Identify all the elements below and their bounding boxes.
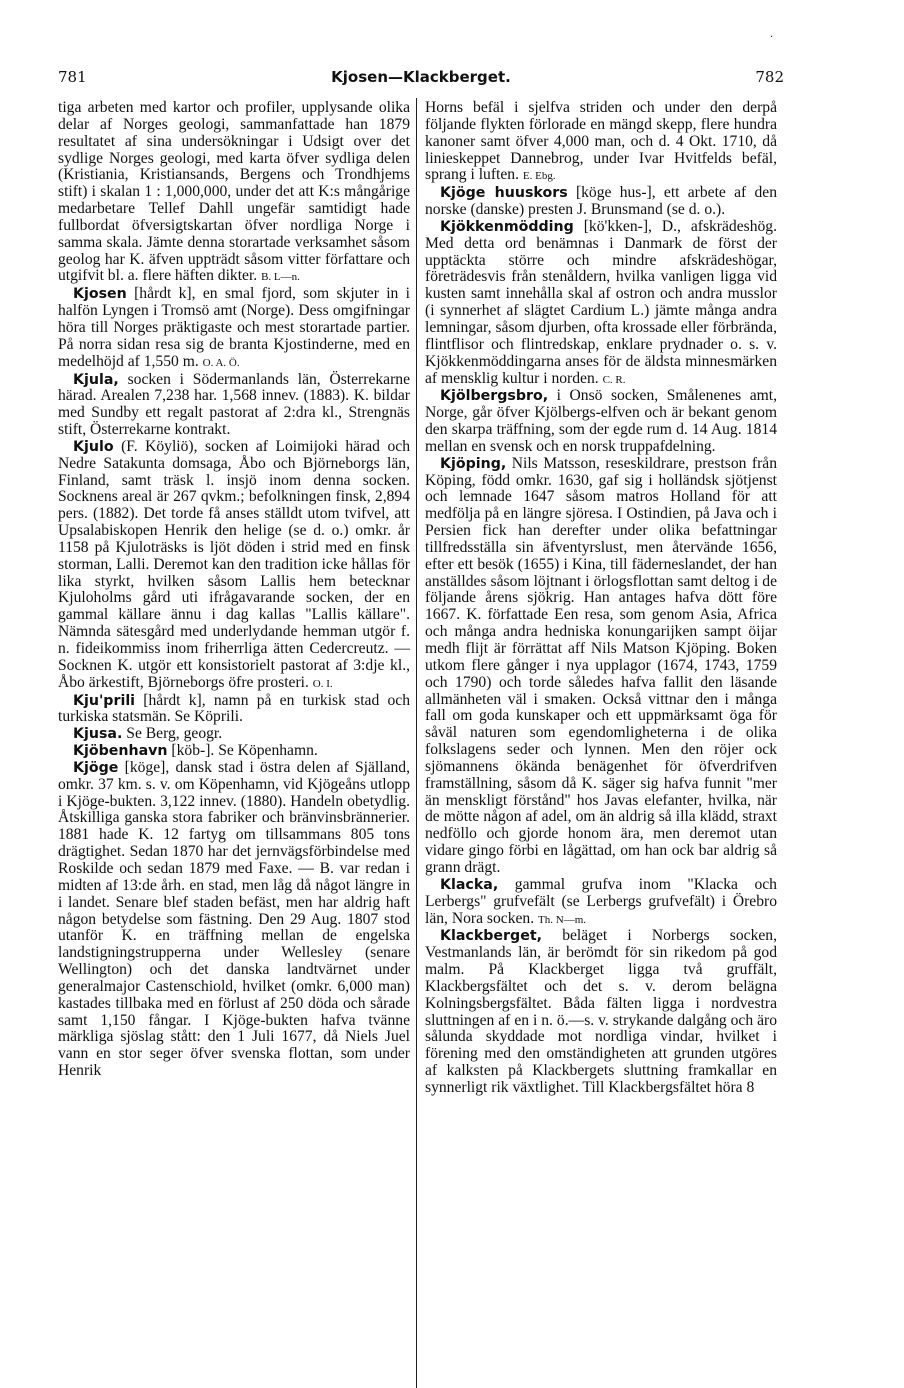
entry-klackberget: Klackberget, beläget i Norbergs socken, Vestmanlands län, är berömdt för sin rikedom på god malm. På Klackberget ligga två gruffält, Klackbergsfältet och det s. v. derom belägna Kolningsbergsfältet. Båda fälten ligga i nordvestra sluttningen af en i n. ö.—s. v. strykande dalgång och äro sålunda skyddade mot nordliga vindar, hvilket i förening med den omständigheten att grunden utgöres af kalksten på Klackbergets sluttning framkallar en synnerligt rik växtlighet. Till Klackbergsfältet höra 8 (425, 927, 777, 1096)
author-signature: B. L—n. (261, 271, 300, 284)
entry-kjula: Kjula, socken i Södermanlands län, Österrekarne härad. Arealen 7,238 har. 1,568 innev. (1883). K. bildar med Sundby ett regalt pastorat af 2:dra kl., Strengnäs stift, Österrekarne kontrakt. (58, 370, 410, 439)
entry-kjolbergsbro: Kjölbergsbro, i Onsö socken, Smålenenes amt, Norge, går öfver Kjölbergs-elfven och är bekant genom den skarpa träffning, som der egde rum d. 14 Aug. 1814 mellan en svensk och en norsk truppafdelning. (425, 387, 777, 455)
author-signature: C. R. (602, 373, 626, 386)
entry-kjuprili: Kju'prili [hårdt k], namn på en turkisk stad och turkiska statsmän. Se Köprili. (58, 691, 410, 726)
entry-klacka: Klacka, gammal grufva inom "Klacka och Lerbergs" grufvefält (se Lerbergs grufvefält) i Örebro län, Nora socken. Th. N—m. (425, 875, 777, 927)
entry-continuation: Horns befäl i sjelfva striden och under den derpå följande flykten förlorade en mängd skepp, flere hundra kanoner samt öfver 4,000 man, och d. 4 Okt. 1710, då linieskeppet Dannebrog, under Ivar Hvitfelds befäl, sprang i luften. E. Ebg. (425, 99, 777, 184)
headword: Kjosen (73, 286, 127, 303)
entry-kjoge: Kjöge [köge], dansk stad i östra delen af Själland, omkr. 37 km. s. v. om Köpenhamn, vid Kjögeåns utlopp i Kjöge-bukten. 3,122 innev. (1880). Handeln obetydlig. Åtskilliga ganska stora fabriker och bränvinsbrännerier. 1881 hade K. 12 fartyg om tillsammans 805 tons drägtighet. Sedan 1870 har det jernvägsförbindelse med Roskilde och sedan 1879 med Faxe. — B. var redan i midten af 13:de årh. en stad, men låg då något längre in i landet. Senare blef staden befäst, men har aldrig haft någon betydelse som fästning. Den 29 Aug. 1807 stod utanför K. en träffning mellan de engelska landstigningstrupperna under Wellesley (senare Wellington) och det danska landtvärnet under generalmajor Castenschiold, hvilket (omkr. 6,000 man) kastades tillbaka med en förlust af 250 döda och sårade samt 1,150 fångar. I Kjöge-bukten hafva tvänne märkliga sjöslag stått: den 1 Juli 1677, då Niels Juel vann en stor seger öfver svenska flottan, som under Henrik (58, 758, 410, 1080)
headword: Kjöping, (440, 455, 507, 472)
entry-continuation: tiga arbeten med kartor och profiler, upplysande olika delar af Norges geologi, sammanfattade han 1879 resultatet af sina undersökningar i Udsigt over det sydlige Norges geologi, med karta öfver sydliga delen (Kristiania, Kristiansands, Bergens och Trondhjems stift) i skalan 1 : 1,000,000, under det att K:s mångårige medarbetare Tellef Dahll ungefär samtidigt hade fullbordat öfversigtskartan öfver nordliga Norge i samma skala. Jämte denna storartade verksamhet såsom geolog har K. äfven uppträdt såsom vitter författare och utgifvit bl. a. flere häften dikter. B. L—n. (58, 99, 410, 285)
entry-kjulo: Kjulo (F. Köyliö), socken af Loimijoki härad och Nedre Satakunta domsaga, Åbo och Björneborgs län, Finland, samt träsk l. insjö inom denna socken. Socknens areal är 267 qvkm.; befolkningen finsk, 2,894 pers. (1882). Det torde få anses ställdt utom tvifvel, att Upsalabiskopen Henrik den helige (se d. o.) omkr. år 1158 på Kjuloträsks is ljöt döden i strid med en finsk storman, Lalli. Deremot kan den tradition icke hållas för lika styrkt, hvilken såsom Lallis hem betecknar Kjuloholms gård uti ifrågavarande socken, der en gammal källare ännu i dag kallas "Lallis källare". Nämnda sätesgård med underlydande hemman utgör f. n. fideikommiss inom friherrliga ätten Cedercreutz. — Socknen K. utgör ett konsistorielt pastorat af 3:dje kl., Åbo ärkestift, Björneborgs öfre prosteri. O. I. (58, 437, 410, 691)
headword: Klackberget, (440, 928, 543, 945)
headword: Kjula, (73, 371, 119, 388)
headword: Kjulo (73, 438, 114, 455)
headword: Kjökkenmödding (440, 218, 574, 235)
column-rule (416, 98, 417, 1388)
right-column (425, 100, 777, 1097)
author-signature: E. Ebg. (522, 170, 556, 183)
author-signature: Th. N—m. (538, 913, 587, 926)
entry-kjobenhavn: Kjöbenhavn [köb-]. Se Köpenhamn. (73, 742, 318, 760)
speck-mark: · (770, 32, 774, 43)
entry-kjoge-huuskors: Kjöge huuskors [köge hus-], ett arbete af den norske (danske) presten J. Brunsmand (se d. o.). (425, 184, 777, 219)
right-page-number: 782 (755, 68, 784, 86)
headword: Kjusa. (73, 726, 123, 743)
headword: Kjöbenhavn (73, 743, 168, 760)
left-column (58, 100, 410, 1080)
headword: Kjöge huuskors (440, 185, 568, 202)
headword: Klacka, (440, 876, 499, 893)
author-signature: O. A. Ö. (202, 356, 240, 369)
entry-kjoping: Kjöping, Nils Matsson, reseskildrare, prestson från Köping, född omkr. 1630, gaf sig i holländsk sjötjenst och lemnade 1647 såsom matros Holland för att medfölja på en längre sjöresa. I Ostindien, på Java och i Persien fick han derefter under olika befattningar tillfredsställa sin äfventyrslust, men återvände 1656, efter ett besök (1655) i Kina, till fäderneslandet, der han anställdes såsom löjtnant i örlogsflottan samt deltog i de följande årens sjökrig. Han antages hafva dött före 1667. K. författade Een resa, som genom Asia, Africa och många andra hedniska konungarijken sampt öijar medh flijt är förrättat aff Nils Matson Kjöping. Boken utkom flere gånger i nya upplagor (1674, 1743, 1759 och 1790) och torde således hafva fallit den läsande allmänheten väl i smaken. Också vittnar den i många fall om goda kunskaper och ett uppmärksamt öga för såväl naturen som egendomligheterna i de olika folkslagens seder och lynnen. Men den röjer ock sjömannens ökända benägenhet för öfverdrifven framställning, såsom då K. säger sig hafva funnit "mer än menskligt förstånd" hos Javas elefanter, hvilka, när de mötte någon af adel, om än aldrig så illa klädd, straxt nedföllo och gjorde honom ära, men deremot utan vidare gingo förbi en lågättad, om han ock bar aldrig så grann drägt. (425, 454, 777, 876)
headword: Kjöge (73, 759, 119, 776)
entry-kjosen: Kjosen [hårdt k], en smal fjord, som skjuter in i halfön Lyngen i Tromsö amt (Norge). Dess omgifningar höra till Norges präktigaste och mest storartade partier. På norra sidan resa sig de branta Kjostinderne, med en medelhöjd af 1,550 m. O. A. Ö. (58, 285, 410, 370)
headword: Kju'prili (73, 692, 136, 709)
author-signature: O. I. (312, 677, 333, 690)
headword: Kjölbergsbro, (440, 388, 549, 405)
left-page-number: 781 (58, 68, 87, 86)
running-title: Kjosen—Klackberget. (331, 68, 511, 86)
page-header (58, 68, 784, 90)
entry-kjusa: Kjusa. Se Berg, geogr. (73, 725, 223, 743)
entry-kjokkenmodding: Kjökkenmödding [kö'kken-], D., afskrädeshög. Med detta ord benämnas i Danmark de först der upptäckta större och mindre afskrädeshögar, företrädesvis från stenåldern, hvilka vanligen ligga vid kusten samt innehålla skal af ostron och andra musslor (i synnerhet af slägtet Cardium L.) jämte många andra lemningar, såsom djurben, ofta krossade eller förbrända, flintflisor och flintredskap, enklare prydnader o. s. v. Kjökkenmöddingarna anses för de äldsta minnesmärken af mensklig kultur i norden. C. R. (425, 217, 777, 387)
